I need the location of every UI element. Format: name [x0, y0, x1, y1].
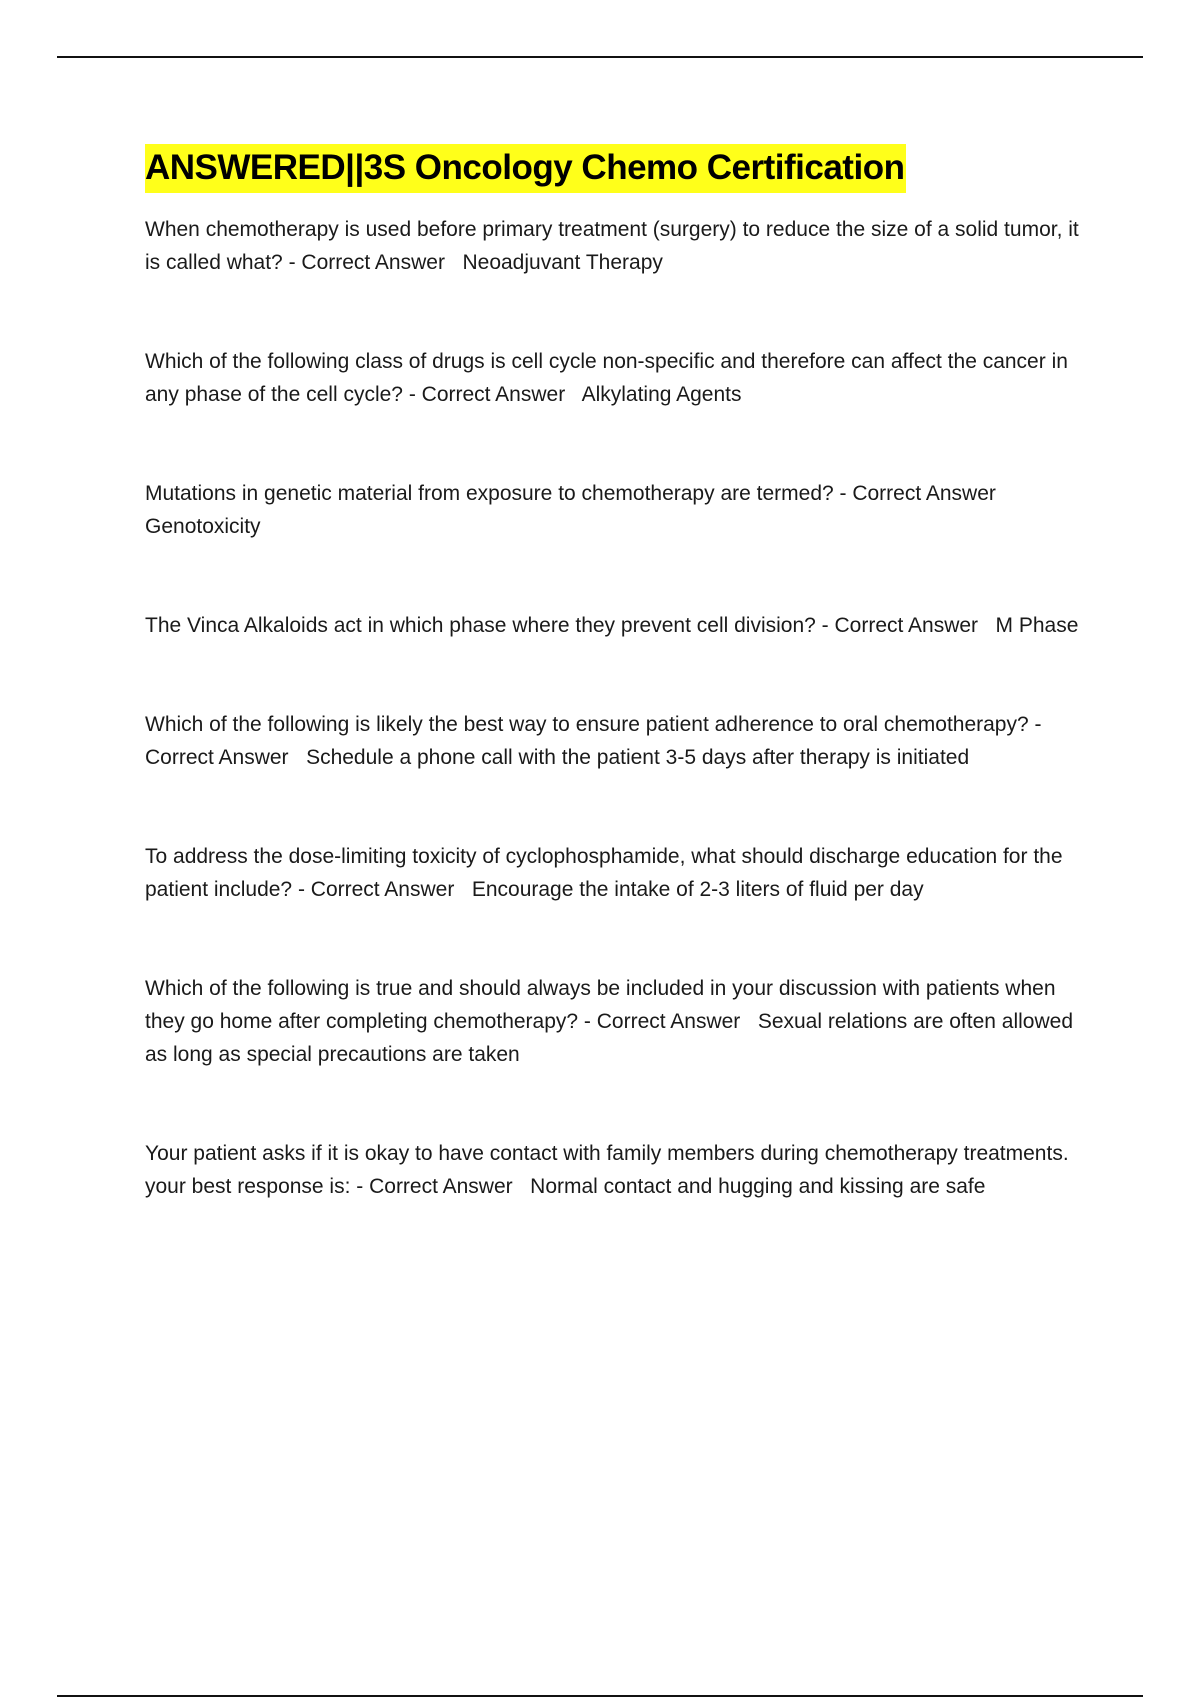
question-text: When chemotherapy is used before primary treatment (surgery) to reduce the size of a solid tumor, it is called what? - Correct Answer [145, 218, 1079, 274]
answer-text: Sexual relations are often allowed as long as special precautions are taken [145, 1010, 1079, 1066]
title-wrap [145, 144, 1095, 193]
question-text: Which of the following is likely the best way to ensure patient adherence to oral chemotherapy? - Correct Answer [145, 713, 1042, 769]
qa-item [145, 345, 1095, 411]
qa-list [145, 213, 1095, 1203]
answer-text: Neoadjuvant Therapy [462, 251, 663, 274]
qa-item [145, 840, 1095, 906]
qa-item [145, 477, 1095, 543]
qa-item [145, 972, 1095, 1071]
answer-text: Genotoxicity [145, 515, 261, 538]
qa-item [145, 1137, 1095, 1203]
question-text: Which of the following class of drugs is cell cycle non-specific and therefore can affect the cancer in any phase of the cell cycle? - Correct Answer [145, 350, 1068, 406]
qa-item [145, 609, 1095, 642]
document-body [145, 144, 1095, 1269]
question-text: The Vinca Alkaloids act in which phase where they prevent cell division? - Correct Answer [145, 614, 979, 637]
document-title: ANSWERED||3S Oncology Chemo Certification [145, 144, 906, 193]
qa-item [145, 708, 1095, 774]
bottom-rule [57, 1695, 1143, 1697]
answer-text: Schedule a phone call with the patient 3-5 days after therapy is initiated [306, 746, 970, 769]
question-text: Mutations in genetic material from exposure to chemotherapy are termed? - Correct Answer [145, 482, 996, 505]
answer-text: M Phase [995, 614, 1079, 637]
question-text: Which of the following is true and should always be included in your discussion with patients when they go home after completing chemotherapy? - Correct Answer [145, 977, 1056, 1033]
answer-text: Normal contact and hugging and kissing are safe [530, 1175, 986, 1198]
qa-item [145, 213, 1095, 279]
question-text: To address the dose-limiting toxicity of cyclophosphamide, what should discharge education for the patient include? - Correct Answer [145, 845, 1063, 901]
answer-text: Encourage the intake of 2-3 liters of fluid per day [471, 878, 924, 901]
answer-text: Alkylating Agents [581, 383, 742, 406]
question-text: Your patient asks if it is okay to have contact with family members during chemotherapy treatments. your best response is: - Correct Answer [145, 1142, 1069, 1198]
top-rule [57, 56, 1143, 58]
